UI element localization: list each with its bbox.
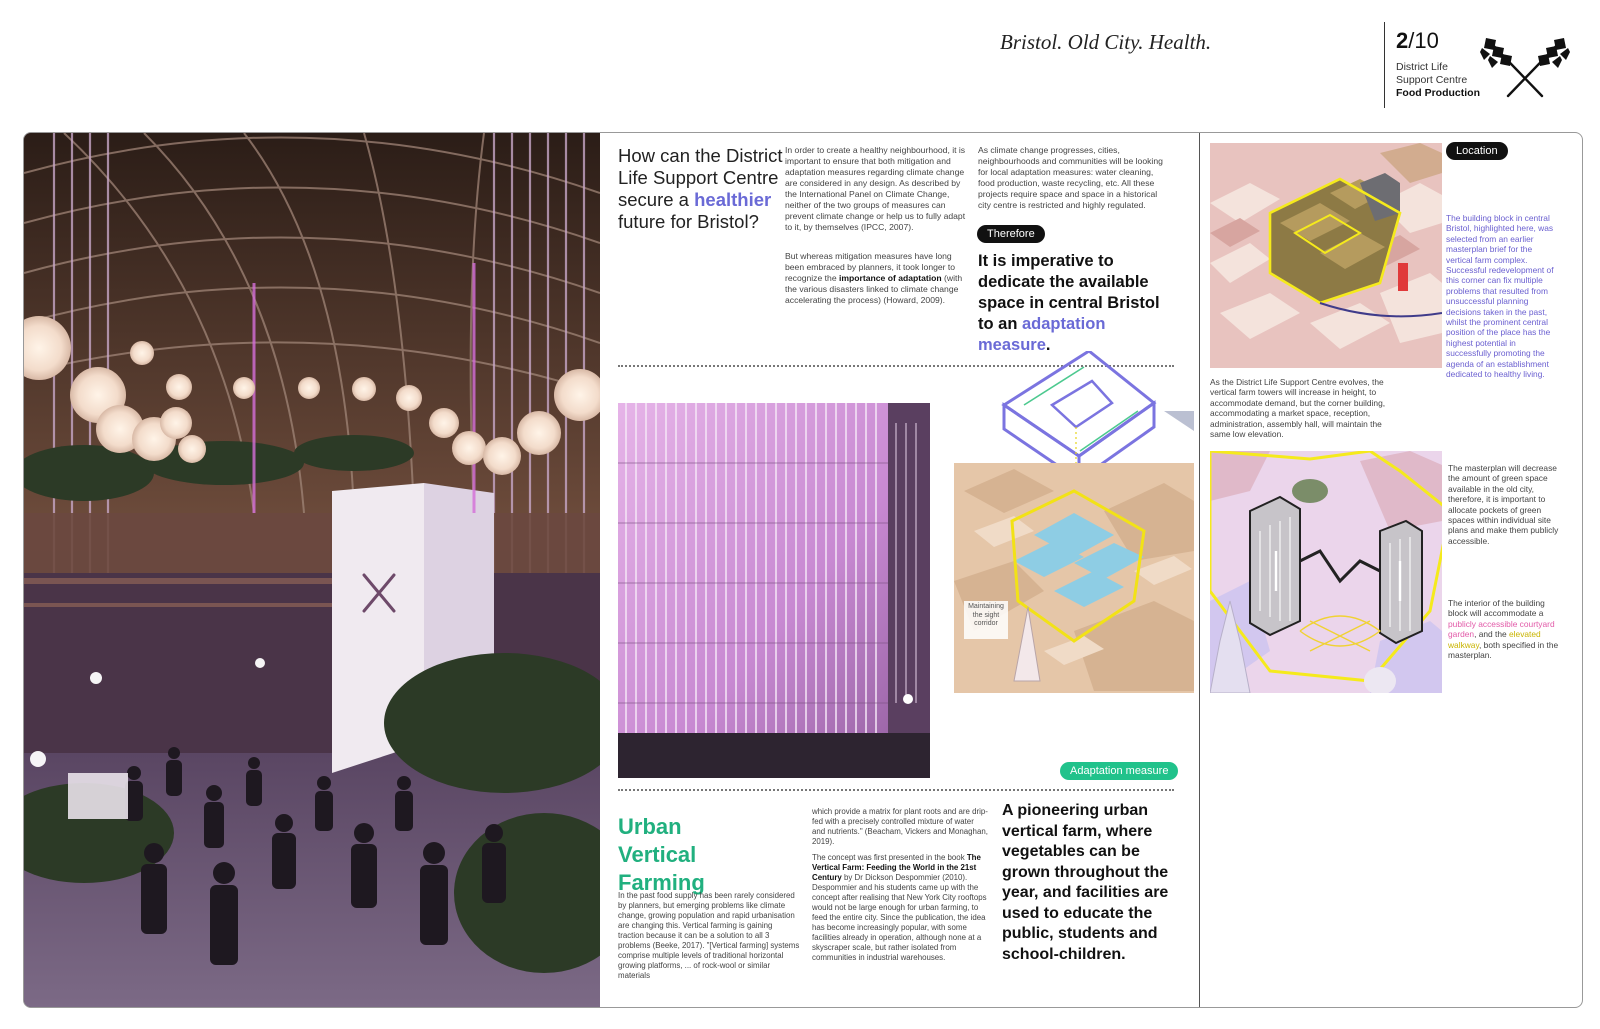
axonometric-illustration	[954, 351, 1194, 693]
vertical-farm-interior-render	[24, 133, 600, 1008]
vertical-farm-tower-render	[618, 403, 930, 778]
site-axonometric-diagram	[954, 351, 1194, 693]
meta-line-1: District Life	[1396, 61, 1448, 73]
masterplan-illustration	[1210, 451, 1442, 693]
location-purple-1: The building block in central Bristol, highlighted here, was selected from an earlier masterplan brief for the vertical farm complex.	[1446, 213, 1554, 265]
crossed-wheat-icon	[1480, 34, 1570, 98]
question-after: future for Bristol?	[618, 211, 759, 232]
intro-p2-after: (with the various disasters linked to climate change accelerating the process) (Howard, 2009).	[785, 273, 963, 305]
masterplan-note-2	[1448, 598, 1564, 660]
farming-p3-before: The concept was first presented in the book	[812, 853, 967, 862]
intro-paragraph-1: In order to create a healthy neighbourhood, it is important to ensure that both mitigation and adaptation measures regarding climate change are considered in any design. As described by the International Panel on Climate Change, neither of the two groups of measures can prevent climate change or help us to fully adapt to it, by themselves (IPCC, 2007).	[785, 145, 966, 232]
document-title: Bristol. Old City. Health.	[1000, 30, 1212, 54]
sight-corridor-label: Maintaining the sight corridor	[968, 603, 1004, 627]
farming-p3-book-title: The Vertical Farm: Feeding the World in the 21st Century	[812, 853, 981, 882]
therefore-after: .	[1045, 336, 1051, 354]
intro-paragraph-3: As climate change progresses, cities, neighbourhoods and communities will be looking for local adaptation measures: water cleaning, food production, waste recycling, etc. All these projects require space and space in a historical city centre is restricted and highly regulated.	[978, 145, 1163, 210]
urban-vertical-farming-title	[618, 813, 705, 897]
tower-facade-illustration	[618, 403, 930, 778]
page-meta	[1396, 61, 1480, 100]
note2-before: The interior of the building block will accommodate a	[1448, 598, 1545, 619]
meta-line-2: Support Centre	[1396, 74, 1468, 86]
therefore-before: It is imperative to dedicate the available space in central Bristol to an	[978, 252, 1160, 333]
therefore-highlight: adaptation measure	[978, 315, 1106, 354]
question-heading	[618, 145, 788, 233]
adaptation-measure-pill: Adaptation measure	[1060, 762, 1178, 780]
location-map-illustration	[1210, 143, 1442, 368]
location-caption: As the District Life Support Centre evolves, the vertical farm towers will increase in height, to accommodate demand, but the corner building, accommodating a market space, reception, administration, assembly hall, will maintain the same low elevation.	[1210, 377, 1386, 440]
intro-paragraph-2	[785, 251, 968, 306]
farming-paragraph-2: which provide a matrix for plant roots and are drip-fed with a precisely controlled mixture of water and nutrients." (Beacham, Vickers and Monaghan, 2019).	[812, 807, 988, 846]
farming-p3-after: by Dr Dickson Despommier (2010). Despommier and his students came up with the concept after realising that New York City rooftops would not be large enough for urban farming, to feed the entire city. Since the publication, the idea has become increasingly popular, with some facilities already in operation, although none at a skyscraper scale, but rather isolated from communities in industrial warehouses.	[812, 873, 987, 962]
note2-courtyard: publicly accessible courtyard garden	[1448, 618, 1555, 640]
intro-p2-before: But whereas mitigation measures have long been embraced by planners, it took longer to recognize the	[785, 251, 956, 283]
section-divider-2	[618, 789, 1174, 791]
note2-after: , both specified in the masterplan.	[1448, 639, 1559, 661]
note2-mid: , and the	[1474, 629, 1510, 640]
masterplan-note-1: The masterplan will decrease the amount of green space available in the old city, therefore, it is important to allocate pockets of green spaces within individual site plans and make them publicly accessible.	[1448, 463, 1559, 546]
masterplan-axonometric	[1210, 451, 1442, 693]
intro-p2-bold: importance of adaptation	[838, 273, 942, 283]
question-before: How can the District Life Support Centre secure a	[618, 145, 783, 210]
page-current: 2	[1396, 28, 1409, 53]
interior-render-illustration	[24, 133, 600, 1008]
title-line-vertical: Vertical	[618, 842, 697, 867]
meta-line-3: Food Production	[1396, 87, 1480, 99]
location-pill: Location	[1446, 142, 1508, 160]
location-map	[1210, 143, 1442, 368]
middle-column	[600, 133, 1200, 1008]
header-divider	[1384, 22, 1385, 108]
presentation-board	[23, 132, 1583, 1008]
page-number	[1396, 28, 1439, 54]
title-line-farming: Farming	[618, 870, 705, 895]
farming-statement: A pioneering urban vertical farm, where vegetables can be grown throughout the year, and facilities are used to educate the public, students and school-children.	[1002, 802, 1169, 963]
page-total: /10	[1408, 28, 1439, 53]
therefore-statement	[978, 251, 1174, 356]
note2-walkway: elevated walkway	[1448, 629, 1541, 650]
title-line-urban: Urban	[618, 814, 682, 839]
location-purple-2: Successful redevelopment of this corner can fix multiple problems that resulted from unsuccessful planning decisions taken in the past, whilst the prominent central position of the place has the highest potential in successfully promoting the agenda of an establishment dedicated to healthy living.	[1446, 265, 1554, 380]
right-column	[1200, 133, 1583, 1008]
farming-paragraph-3	[812, 853, 988, 963]
farming-paragraph-1: In the past food supply has been rarely considered by planners, but emerging problems like climate change, growing population and rapid urbanisation are changing this. Vertical farming is gaining traction because it can be a solution to all 3 problems (Beeke, 2017). "[Vertical farming] systems comprise multiple levels of traditional horizontal growing platforms, ... of rock-wool or similar materials	[618, 891, 800, 980]
therefore-pill: Therefore	[977, 225, 1045, 243]
question-highlight: healthier	[694, 189, 772, 210]
